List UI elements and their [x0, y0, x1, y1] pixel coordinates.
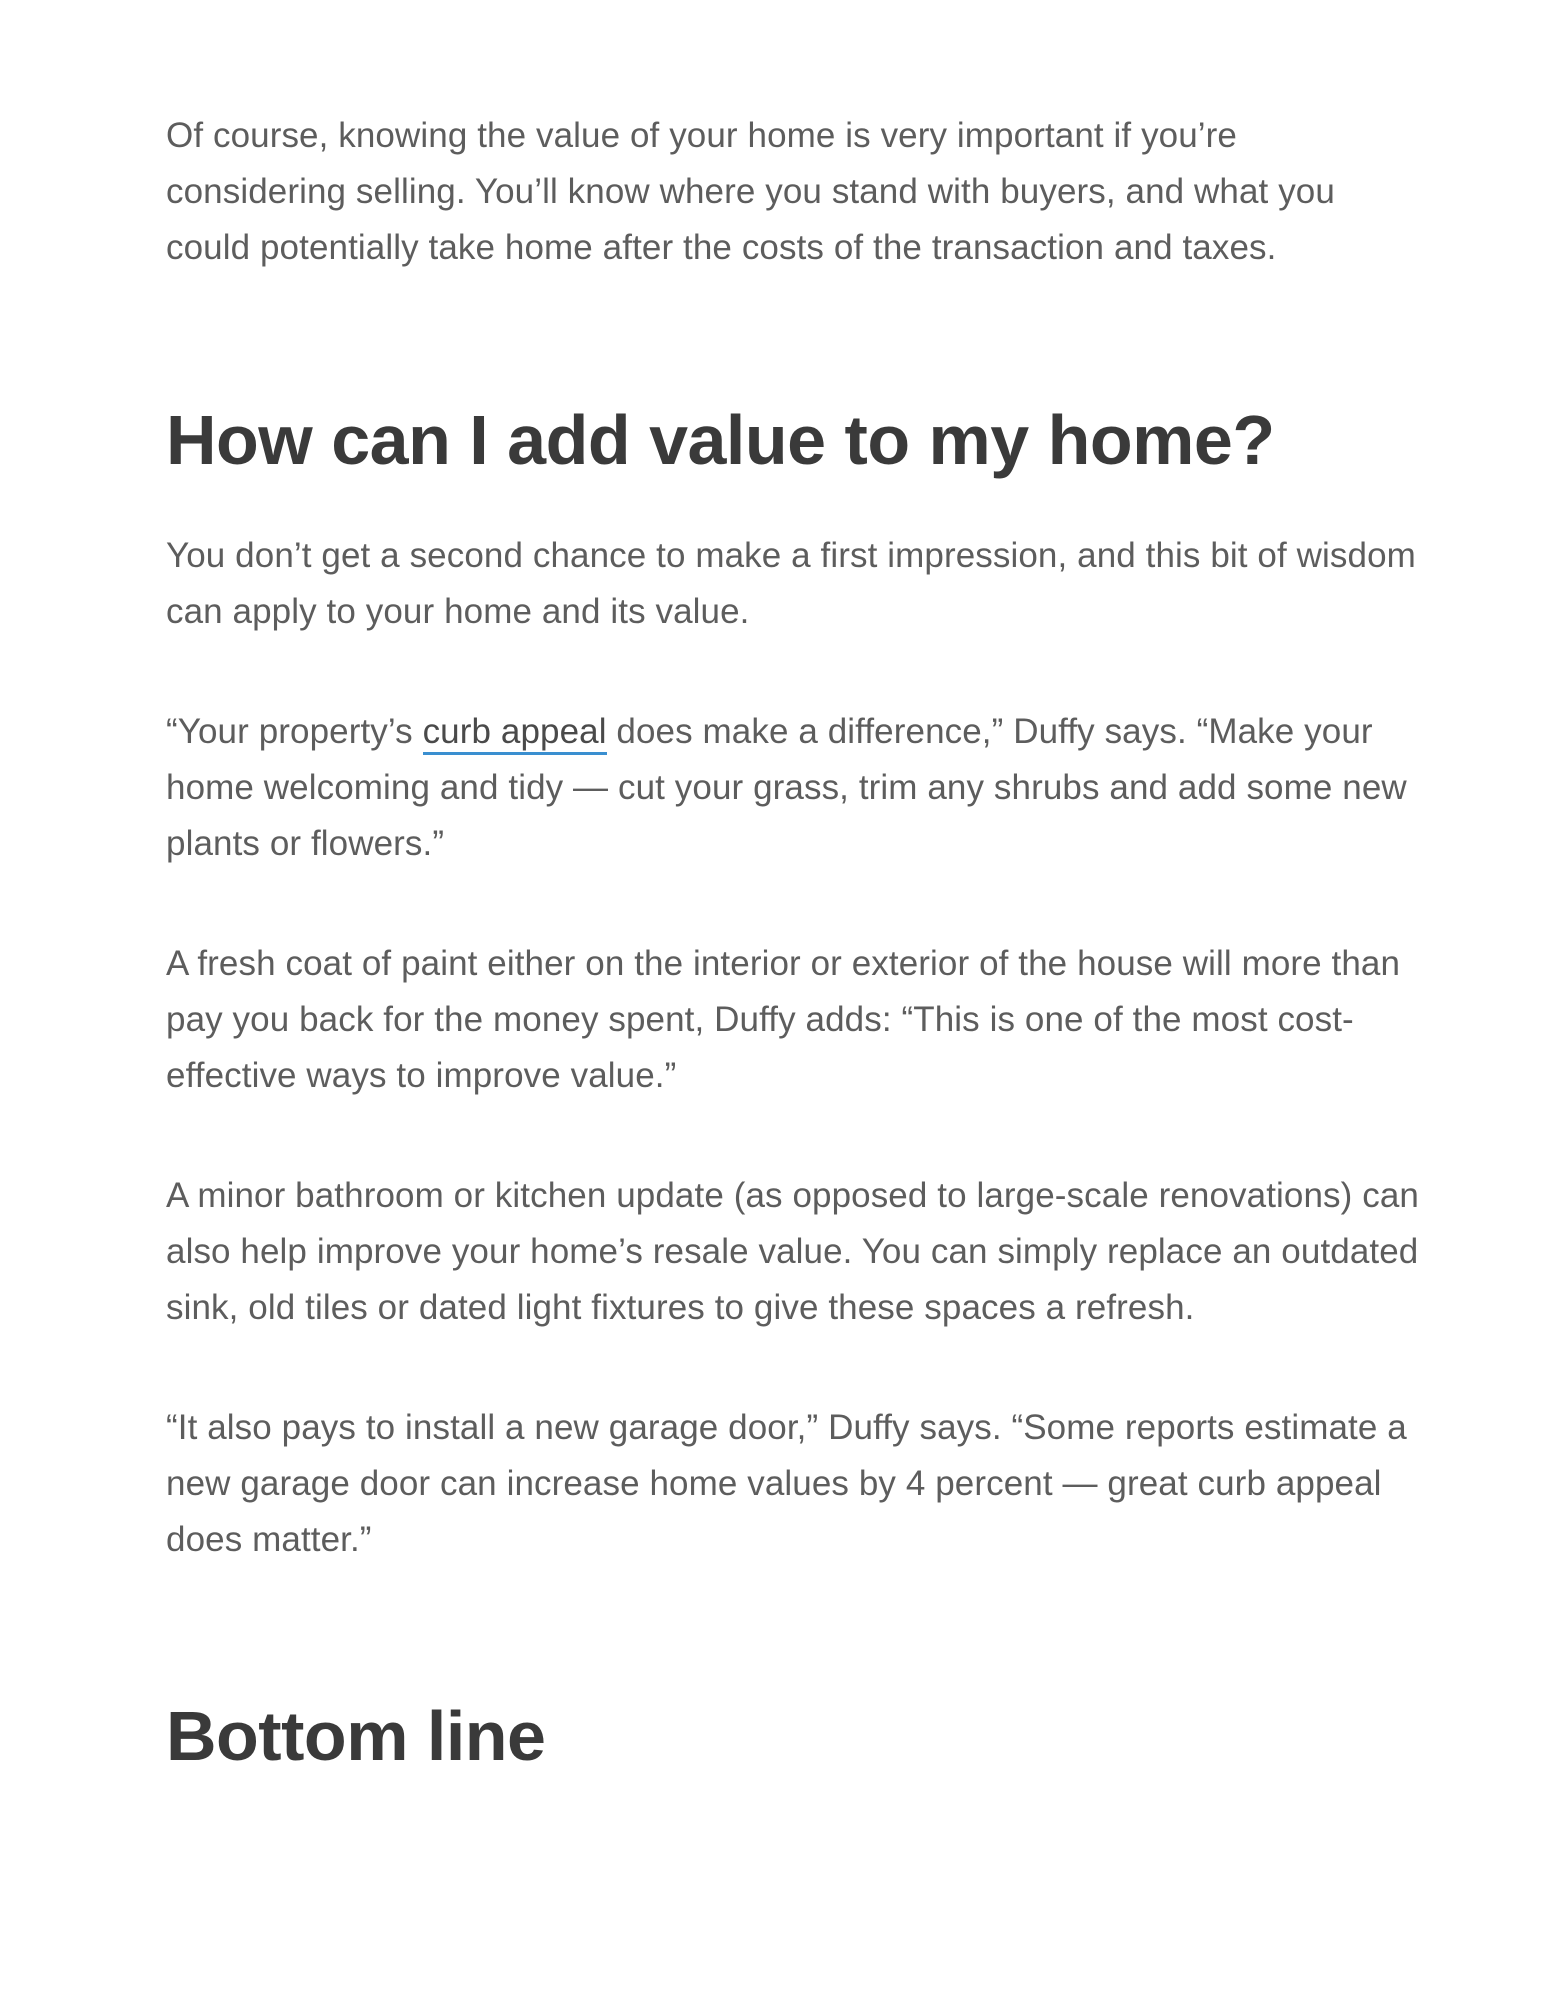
paragraph-minor-update: A minor bathroom or kitchen update (as opposed to large-scale renovations) can also help improve your home’s resale value. You can simply replace an outdated sink, old tiles or dated light fixtures to give these spaces a refresh. — [166, 1176, 1419, 1327]
paragraph-garage-door: “It also pays to install a new garage door,” Duffy says. “Some reports estimate a new garage door can increase home values by 4 percent — great curb appeal does matter.” — [166, 1408, 1407, 1559]
paragraph-curb-appeal — [166, 704, 1426, 872]
section-heading-add-value: How can I add value to my home? — [166, 401, 1275, 479]
curb-appeal-link[interactable]: curb appeal — [423, 712, 607, 755]
paragraph-first-impression: You don’t get a second chance to make a first impression, and this bit of wisdom can apply to your home and its value. — [166, 536, 1416, 631]
paragraph-fresh-paint: A fresh coat of paint either on the interior or exterior of the house will more than pay you back for the money spent, Duffy adds: “This is one of the most cost-effective ways to improve value.” — [166, 944, 1401, 1095]
paragraph-curb-appeal-lead: “Your property’s — [166, 712, 423, 751]
section-heading-bottom-line: Bottom line — [166, 1697, 546, 1775]
paragraph-curb-appeal-rest: does make a difference,” Duffy says. “Make your home welcoming and tidy — cut your grass, trim any shrubs and add some new plants or flowers.” — [166, 712, 1407, 863]
intro-paragraph: Of course, knowing the value of your home is very important if you’re considering selling. You’ll know where you stand with buyers, and what you could potentially take home after the costs of the transaction and taxes. — [166, 116, 1335, 267]
